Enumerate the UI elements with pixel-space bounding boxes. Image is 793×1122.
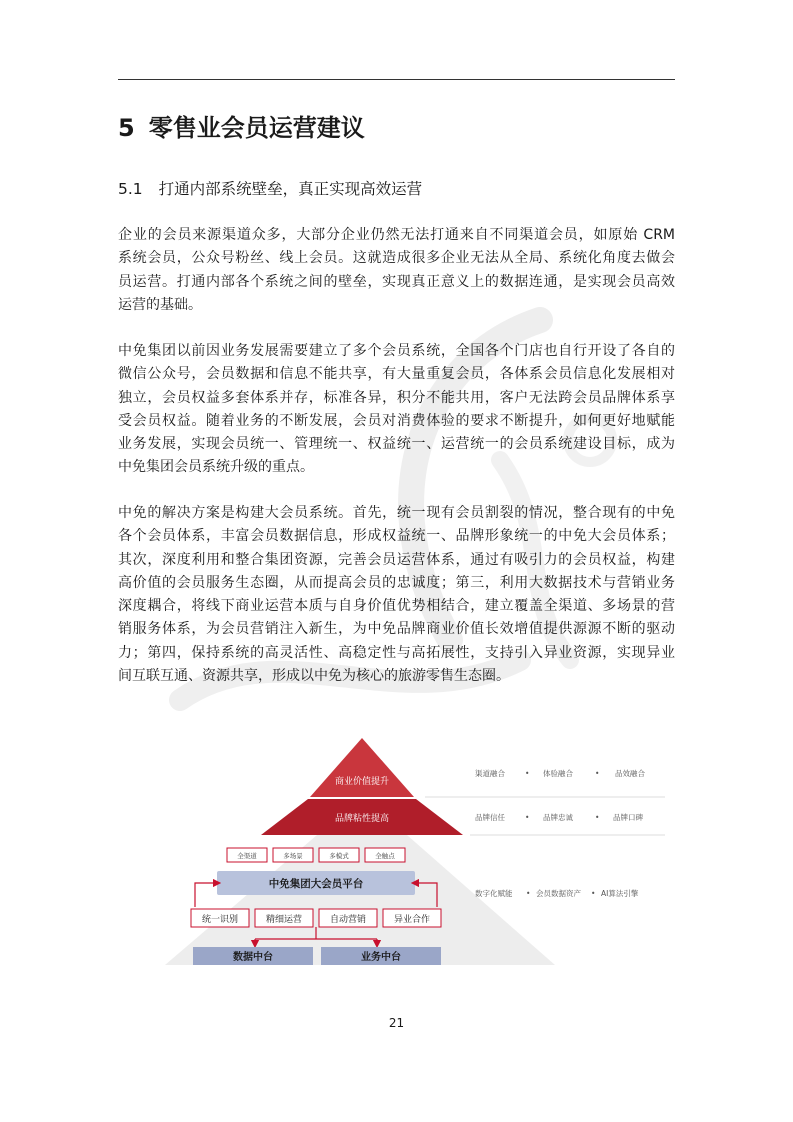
text-line: 力；第四，保持系统的高灵活性、高稳定性与高拓展性，支持引入异业资源，实现异业 xyxy=(118,644,675,661)
annotation-text: 会员数据资产 xyxy=(536,889,581,898)
text-line: 企业的会员来源渠道众多，大部分企业仍然无法打通来自不同渠道会员，如原始 CRM xyxy=(118,227,675,243)
function-label: 精细运营 xyxy=(265,915,303,925)
bullet-dot: • xyxy=(526,889,531,898)
annotation-text: 体验融合 xyxy=(543,769,573,778)
paragraph-3 xyxy=(118,502,675,688)
function-label: 统一识别 xyxy=(201,915,239,925)
bullet-dot: • xyxy=(525,813,530,822)
tag-label: 多模式 xyxy=(329,852,349,860)
subsection-title: 打通内部系统壁垒，真正实现高效运营 xyxy=(158,180,423,198)
text-line: 业务发展，实现会员统一、管理统一、权益统一、运营统一的会员系统建设目标，成为 xyxy=(118,436,675,453)
header-rule xyxy=(118,79,675,80)
annotation-text: 渠道融合 xyxy=(475,769,505,778)
text-line: 中免的解决方案是构建大会员系统。首先，统一现有会员割裂的情况，整合现有的中免 xyxy=(118,505,675,521)
subsection-heading xyxy=(118,177,422,199)
arrow-left xyxy=(195,883,217,907)
base-label: 数据中台 xyxy=(233,952,273,963)
text-line: 运营的基础。 xyxy=(118,296,202,313)
text-line: 各个会员体系，丰富会员数据信息，形成权益统一、品牌形象统一的中免大会员体系； xyxy=(118,528,675,545)
bullet-dot: • xyxy=(595,769,600,778)
text-line: 受会员权益。随着业务的不断发展，会员对消费体验的要求不断提升，如何更好地赋能 xyxy=(118,412,675,429)
annotation-text: 品效融合 xyxy=(615,769,645,778)
annotation-text: 品牌口碑 xyxy=(613,813,643,822)
text-line: 间互联互通、资源共享，形成以中免为核心的旅游零售生态圈。 xyxy=(118,668,510,685)
bullet-dot: • xyxy=(525,769,530,778)
section-heading xyxy=(118,108,365,143)
tag-label: 多场景 xyxy=(283,852,303,860)
section-number: 5 xyxy=(118,114,135,142)
text-line: 员运营。打通内部各个系统之间的壁垒，实现真正意义上的数据连通，是实现会员高效 xyxy=(118,273,675,290)
annotation-text: 数字化赋能 xyxy=(475,889,513,898)
function-label: 异业合作 xyxy=(393,915,431,925)
paragraph-1 xyxy=(118,224,675,317)
tier-mid-label: 品牌粘性提高 xyxy=(334,814,390,824)
right-annotations xyxy=(475,768,645,898)
platform-label: 中免集团大会员平台 xyxy=(268,878,364,890)
tag-label: 全渠道 xyxy=(237,852,257,860)
text-line: 微信公众号，会员数据和信息不能共享，有大量重复会员，各体系会员信息化发展相对 xyxy=(118,366,675,383)
text-line: 销服务体系，为会员营销注入新生，为中免品牌商业价值长效增值提供源源不断的驱动 xyxy=(118,621,675,638)
text-line: 高价值的会员服务生态圈，从而提高会员的忠诚度；第三，利用大数据技术与营销业务 xyxy=(118,574,675,591)
pyramid-base-area xyxy=(165,835,555,965)
text-line: 中免集团会员系统升级的重点。 xyxy=(118,459,314,476)
text-line: 深度耦合，将线下商业运营本质与自身价值优势相结合，建立覆盖全渠道、多场景的营 xyxy=(118,598,675,615)
annotation-text: 品牌忠诚 xyxy=(543,813,573,822)
section-title: 零售业会员运营建议 xyxy=(148,114,365,142)
text-line: 系统会员，公众号粉丝、线上会员。这就造成很多企业无法从全局、系统化角度去做会 xyxy=(118,250,675,267)
text-line: 独立，会员权益多套体系并存，标准各异，积分不能共用，客户无法跨会员品牌体系享 xyxy=(118,389,675,406)
subsection-number: 5.1 xyxy=(118,180,143,198)
base-label: 业务中台 xyxy=(361,952,401,963)
page-number: 21 xyxy=(388,1016,405,1030)
bullet-dot: • xyxy=(595,813,600,822)
pyramid-tier-top xyxy=(310,738,414,797)
text-line: 中免集团以前因业务发展需要建立了多个会员系统，全国各个门店也自行开设了各自的 xyxy=(118,343,675,359)
annotation-text: AI算法引擎 xyxy=(601,889,639,898)
text-line: 其次，深度利用和整合集团资源，完善会员运营体系，通过有吸引力的会员权益，构建 xyxy=(118,551,675,568)
membership-pyramid-diagram xyxy=(125,735,665,967)
tag-label: 全触点 xyxy=(375,852,395,860)
bullet-dot: • xyxy=(591,889,596,898)
paragraph-2 xyxy=(118,340,675,480)
tier-top-label: 商业价值提升 xyxy=(334,777,390,787)
function-label: 自动营销 xyxy=(329,915,367,925)
annotation-text: 品牌信任 xyxy=(475,813,505,822)
